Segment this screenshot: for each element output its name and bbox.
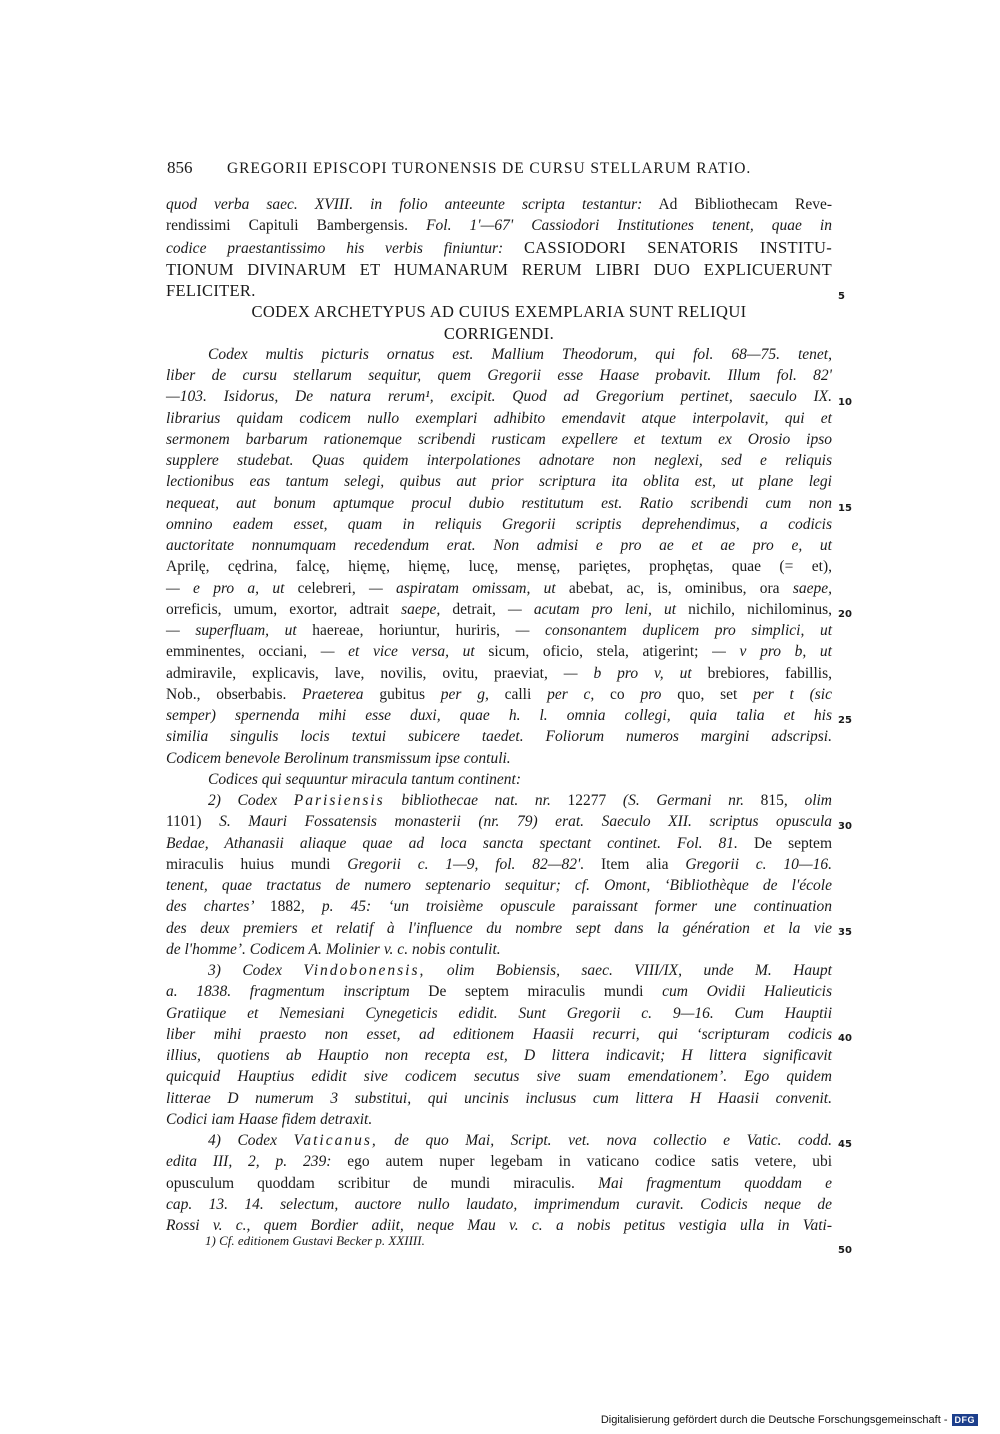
section-heading: CORRIGENDI.: [443, 323, 555, 343]
text-line: quod verba saec. XVIII. in folio anteeunte scripta testantur: Ad Bibliothecam Reve-: [166, 196, 833, 213]
text-line: 1101) S. Mauri Fossatensis monasterii (nr. 79) erat. Saeculo XII. scriptus opuscula: [166, 813, 832, 831]
line-number: 45: [838, 1139, 852, 1150]
text-line: — superfluam, ut haereae, horiuntur, huriris, — consonantem duplicem pro simplici, ut: [166, 622, 832, 639]
text-line: supplere studebat. Quas quidem interpolationes adnotare non neglexi, sed e reliquis: [166, 452, 832, 469]
text-line: lectionibus eas tantum selegi, quibus aut prior scriptura ita oblita est, ut plane legi: [166, 473, 832, 491]
page-number: 856: [167, 158, 193, 177]
line-number: 15: [838, 503, 852, 514]
text-line: codice praestantissimo his verbis finiuntur: CASSIODORI SENATORIS INSTITU-: [166, 237, 833, 257]
line-number: 10: [838, 397, 852, 408]
digitization-credit: [601, 1414, 978, 1426]
text-line: Aprilę, cędrina, falcę, hięmę, hięmę, lucę, mensę, pariętes, prophętas, quae (= et),: [166, 558, 832, 576]
running-title: GREGORII EPISCOPI TURONENSIS DE CURSU STELLARUM RATIO.: [227, 160, 752, 177]
line-number: 50: [838, 1245, 852, 1256]
credit-text: Digitalisierung gefördert durch die Deutsche Forschungsgemeinschaft -: [600, 1414, 948, 1426]
dfg-logo: DFG: [952, 1414, 979, 1426]
text-line: sermonem barbarum rationemque scribendi rusticam expellere et textum ex Orosio ipso: [166, 430, 832, 448]
text-line: emminentes, occiani, — et vice versa, ut sicum, oficio, stela, atigerint; — v pro b, ut: [166, 643, 832, 661]
text-line: des chartes’ 1882, p. 45: ‘un troisième opuscule paraissant former une continuation: [166, 898, 832, 916]
text-line: miraculis huius mundi Gregorii c. 1—9, fol. 82—82'. Item alia Gregorii c. 10—16.: [166, 855, 833, 873]
text-line: liber de cursu stellarum sequitur, quem Gregorii esse Haase probavit. Illum fol. 82': [166, 367, 832, 384]
text-line: — e pro a, ut celebreri, — aspiratam omissam, ut abebat, ac, is, ominibus, ora saepe,: [166, 579, 832, 597]
line-number: 20: [838, 609, 852, 620]
text-line: admiravile, explicavis, lave, novilis, ovitu, praeviat, — b pro v, ut brebiores, fabillis,: [166, 664, 832, 682]
text-line: Codicem benevole Berolinum transmissum ipse contuli.: [166, 749, 511, 767]
text-line: cap. 13. 14. selectum, auctore nullo laudato, imprimendum curavit. Codicis neque de: [166, 1195, 832, 1213]
text-line: nequeat, aut bonum aptumque procul dubio restitutum est. Ratio scribendi cum non: [166, 494, 832, 512]
text-line: 2) Codex Parisiensis bibliothecae nat. nr. 12277 (S. Germani nr. 815, olim: [208, 792, 832, 809]
line-number: 40: [838, 1033, 852, 1044]
text-line: —103. Isidorus, De natura rerum¹, excipit. Quod ad Gregorium pertinet, saeculo IX.: [166, 388, 832, 406]
text-line: Nob., obserbabis. Praeterea gubitus per g, calli per c, co pro quo, set per t (sic: [166, 685, 832, 703]
page-header: [167, 158, 837, 178]
text-line: illius, quotiens ab Hauptio non recepta est, D littera indicavit; H littera significavit: [166, 1047, 832, 1064]
text-line: opusculum quoddam scribitur de mundi miraculis. Mai fragmentum quoddam e: [166, 1174, 832, 1192]
text-line: a. 1838. fragmentum inscriptum De septem miraculis mundi cum Ovidii Halieuticis: [166, 983, 832, 1001]
text-line: omnino eadem esset, quam in reliquis Gregorii scriptis deprehendimus, a codicis: [166, 515, 832, 533]
text-line: Bedae, Athanasii aliaque quae ad loca sancta spectant continet. Fol. 81. De septem: [166, 834, 832, 852]
footnote: 1) Cf. editionem Gustavi Becker p. XXIIII.: [205, 1233, 425, 1248]
text-line: litterae D numerum 3 substitui, qui uncinis inclusus cum littera H Haasii convenit.: [166, 1089, 832, 1107]
line-number: 25: [838, 715, 852, 726]
text-line: quicquid Hauptius edidit sive codicem secutus sive suam emendationem’. Ego quidem: [166, 1068, 832, 1086]
line-number: 35: [838, 927, 852, 938]
text-line: auctoritate nonnumquam recedendum erat. Non admisi e pro ae et ae pro e, ut: [166, 537, 832, 554]
section-heading: CODEX ARCHETYPUS AD CUIUS EXEMPLARIA SUNT RELIQUI: [251, 302, 747, 322]
text-line: Codici iam Haase fidem detraxit.: [166, 1110, 373, 1128]
text-line: orreficis, umum, exortor, adtrait saepe, detrait, — acutam pro leni, ut nichilo, nichilominus,: [166, 600, 833, 618]
text-line: liber mihi praesto non esset, ad editionem Haasii recurri, qui ‘scripturam codicis: [166, 1025, 832, 1043]
text-line: 4) Codex Vaticanus, de quo Mai, Script. vet. nova collectio e Vatic. codd.: [208, 1132, 833, 1149]
text-line: FELICITER.: [166, 281, 256, 300]
text-line: tenent, quae tractatus de numero septenario sequitur; cf. Omont, ‘Bibliothèque de l'école: [166, 877, 832, 894]
line-number: 30: [838, 821, 852, 832]
line-number: 5: [838, 291, 845, 302]
text-line: des deux premiers et relatif à l'influence du nombre sept dans la génération et la vie: [166, 919, 832, 937]
text-line: Codices qui sequuntur miracula tantum continent:: [208, 770, 521, 788]
text-line: TIONUM DIVINARUM ET HUMANARUM RERUM LIBRI DUO EXPLICUERUNT: [166, 259, 832, 279]
text-line: similia singulis locis textui subicere taedet. Foliorum numeros margini adscripsi.: [166, 728, 832, 746]
body-text: [166, 194, 832, 1236]
text-line: 3) Codex Vindobonensis, olim Bobiensis, saec. VIII/IX, unde M. Haupt: [208, 962, 832, 979]
text-line: Rossi v. c., quem Bordier adiit, neque Mau v. c. a nobis petitus vestigia ulla in Vati-: [166, 1217, 832, 1234]
text-line: librarius quidam codicem nullo exemplari adhibito emendavit atque interpolavit, qui et: [166, 409, 832, 427]
text-line: Gratiique et Nemesiani Cynegeticis edidit. Sunt Gregorii c. 9—16. Cum Hauptii: [166, 1004, 832, 1022]
text-line: rendissimi Capituli Bambergensis. Fol. 1'—67' Cassiodori Institutiones tenent, quae in: [166, 217, 832, 235]
text-line: de l'homme’. Codicem A. Molinier v. c. nobis contulit.: [166, 940, 501, 958]
text-line: semper) spernenda mihi esse duxi, quae h. l. omnia collegi, quia talia et his: [166, 707, 832, 724]
text-line: Codex multis picturis ornatus est. Mallium Theodorum, qui fol. 68—75. tenet,: [208, 345, 832, 363]
text-line: edita III, 2, p. 239: ego autem nuper legebam in vaticano codice satis vetere, ubi: [166, 1153, 832, 1171]
